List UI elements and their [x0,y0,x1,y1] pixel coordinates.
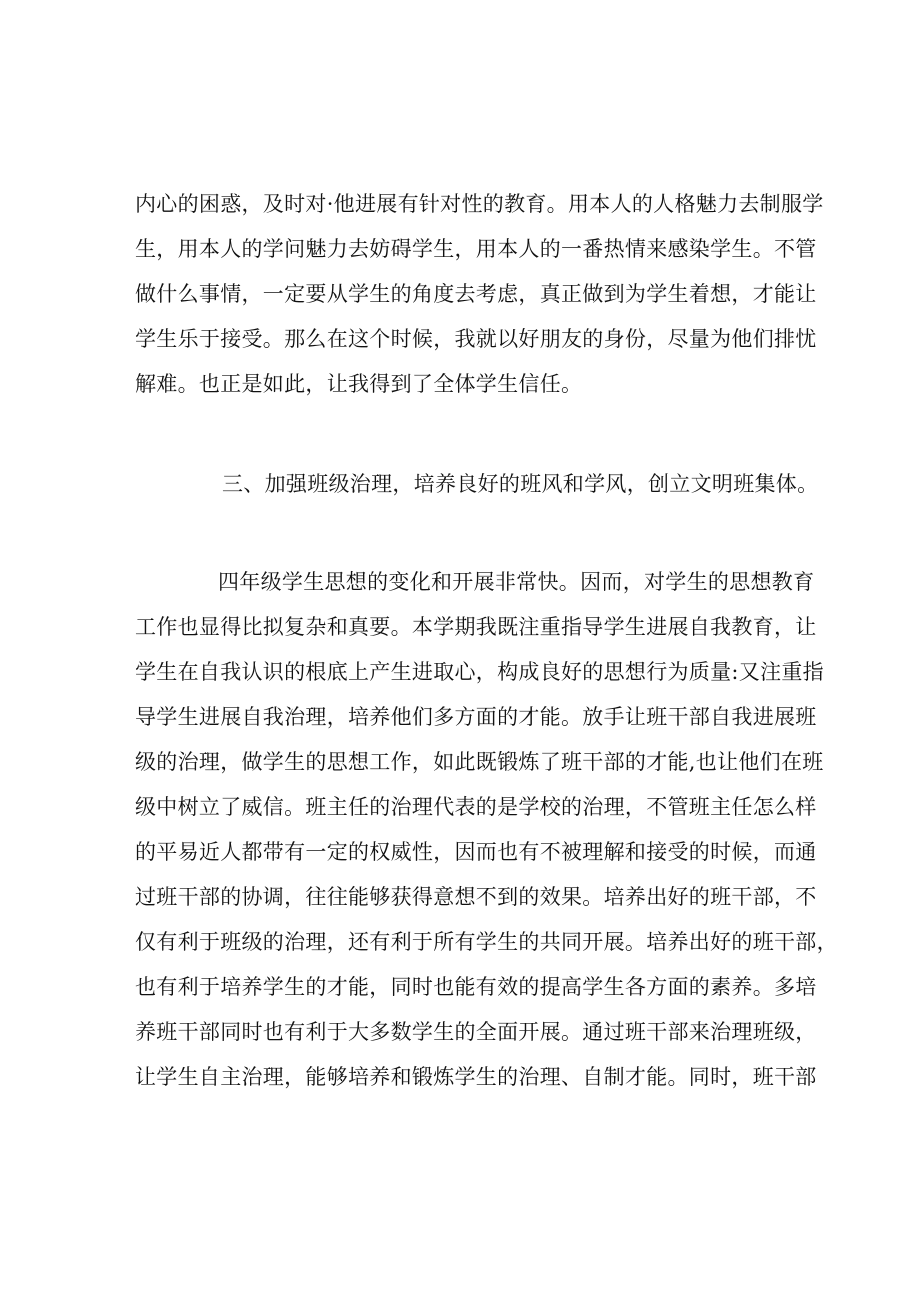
paragraph2-line-9: 仅有利于班级的治理，还有利于所有学生的共同开展。培养出好的班干部， [135,930,838,954]
paragraph2-line-1: 四年级学生思想的变化和开展非常快。因而，对学生的思想教育 [218,570,815,594]
paragraph1-line-3: 做什么事情，一定要从学生的角度去考虑，真正做到为学生着想，才能让 [135,282,817,306]
paragraph2-line-2: 工作也显得比拟复杂和真要。本学期我既注重指导学生进展自我教育，让 [135,615,817,639]
section-heading: 三、加强班级治理，培养良好的班风和学风，创立文明班集体。 [222,472,819,496]
paragraph2-line-7: 的平易近人都带有一定的权威性，因而也有不被理解和接受的时候，而通 [135,840,817,864]
paragraph2-line-10: 也有利于培养学生的才能，同时也能有效的提高学生各方面的素养。多培 [135,975,817,999]
paragraph2-line-12: 让学生自主治理，能够培养和锻炼学生的治理、自制才能。同时，班干部 [135,1065,817,1089]
paragraph2-line-8: 过班干部的协调，往往能够获得意想不到的效果。培养出好的班干部，不 [135,885,817,909]
paragraph2-line-5: 级的治理，做学生的思想工作，如此既锻炼了班干部的才能,也让他们在班 [135,750,824,774]
paragraph2-line-6: 级中树立了威信。班主任的治理代表的是学校的治理，不管班主任怎么样 [135,795,817,819]
paragraph2-line-4: 导学生进展自我治理，培养他们多方面的才能。放手让班干部自我进展班 [135,705,817,729]
paragraph1-line-1: 内心的困惑，及时对·他进展有针对性的教育。用本人的人格魅力去制服学 [135,192,824,216]
paragraph2-line-11: 养班干部同时也有利于大多数学生的全面开展。通过班干部来治理班级， [135,1020,817,1044]
paragraph2-line-3: 学生在自我认识的根底上产生进取心，构成良好的思想行为质量:又注重指 [135,660,824,684]
paragraph1-line-4: 学生乐于接受。那么在这个时候，我就以好朋友的身份，尽量为他们排忧 [135,327,817,351]
paragraph1-line-2: 生，用本人的学问魅力去妨碍学生，用本人的一番热情来感染学生。不管 [135,237,817,261]
paragraph1-line-5: 解难。也正是如此，让我得到了全体学生信任。 [135,372,583,396]
